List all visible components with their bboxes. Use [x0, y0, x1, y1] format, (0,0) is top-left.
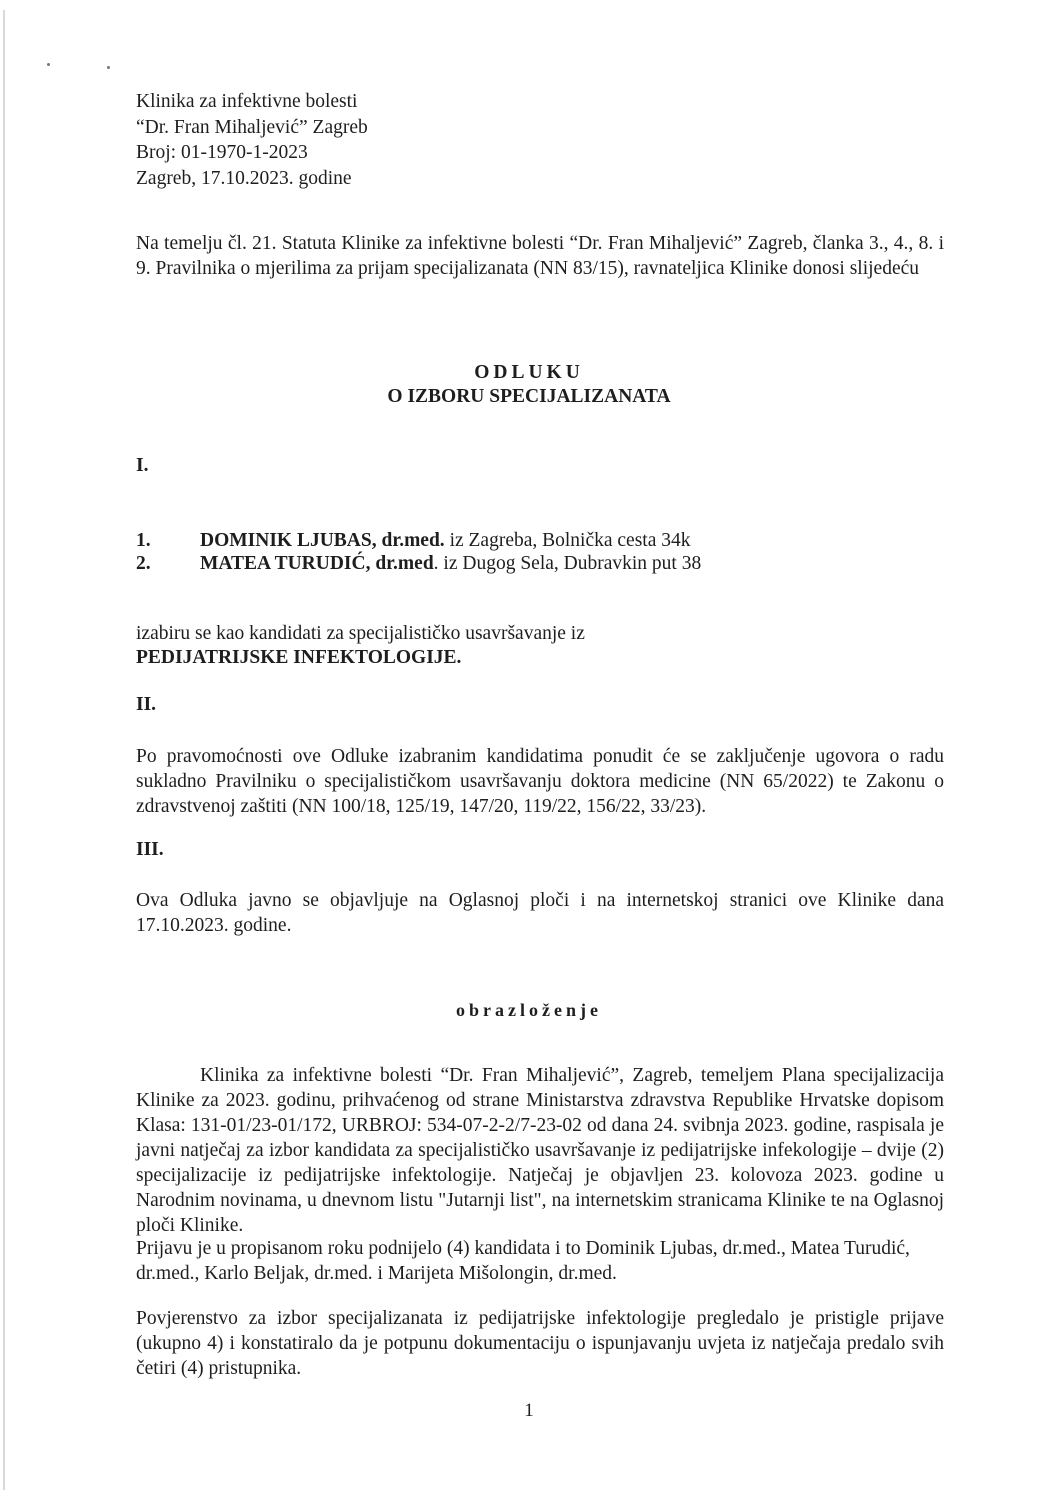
scan-speck: [107, 66, 110, 69]
candidate-address: iz Zagreba, Bolnička cesta 34k: [444, 530, 691, 551]
section-2-text: Po pravomoćnosti ove Odluke izabranim kandidatima ponudit će se zaključenje ugovora o radu sukladno Pravilniku o specijalističkom usavršavanju doktora medicine (NN 65/2022) te Zakonu o zdravstvenoj zaštiti (NN 100/18, 125/19, 147/20, 119/22, 156/22, 33/23).: [136, 746, 944, 817]
reasoning-paragraph-2: Povjerenstvo za izbor specijalizanata iz pedijatrijske infektologije pregledalo je pristigle prijave (ukupno 4) i konstatiralo da je potpunu dokumentaciju o ispunjavanju uvjeta iz natječaja predalo svih četiri (4) pristupnika.: [136, 1308, 944, 1379]
document-date: Zagreb, 17.10.2023. godine: [136, 167, 352, 189]
reasoning-paragraph-1: Klinika za infektivne bolesti “Dr. Fran Mihaljević”, Zagreb, temeljem Plana specijalizacija Klinike za 2023. godinu, prihvaćenog od strane Ministarstva zdravstva Republike Hrvatske dopisom Klasa: 131-01/23-01/172, URBROJ: 534-07-2-2/7-23-02 od dana 24. svibnja 2023. godine, raspisala je javni natječaj za izbor kandidata za specijalističko usavršavanje iz pedijatrijske infekologije – dvije (2) specijalizacije iz pedijatrijske infektologije. Natječaj je objavljen 23. kolovoza 2023. godine u Narodnim novinama, u dnevnom listu "Jutarnji list", na internetskim stranicama Klinike te na Oglasnoj ploči Klinike.: [136, 1065, 944, 1236]
candidate-number: 2.: [136, 553, 151, 574]
section-1-label: I.: [136, 455, 149, 476]
candidate-address: . iz Dugog Sela, Dubravkin put 38: [433, 553, 702, 574]
institution-subname: “Dr. Fran Mihaljević” Zagreb: [136, 116, 368, 138]
scan-edge-line: [3, 10, 5, 1490]
section-3-text: Ova Odluka javno se objavljuje na Oglasnoj ploči i na internetskoj stranici ove Klinike dana 17.10.2023. godine.: [136, 890, 944, 936]
candidate-item: [136, 551, 701, 576]
scan-speck: [47, 63, 50, 66]
candidate-name: MATEA TURUDIĆ, dr.med: [200, 553, 434, 574]
section-2-label: II.: [136, 694, 157, 715]
document-subtitle: O IZBORU SPECIJALIZANATA: [387, 386, 671, 407]
document-header: [136, 89, 368, 191]
reasoning-paragraph-1b: Prijavu je u propisanom roku podnijelo (4) kandidata i to Dominik Ljubas, dr.med., Matea Turudić, dr.med., Karlo Beljak, dr.med. i Marijeta Mišolongin, dr.med.: [136, 1238, 910, 1284]
document-number: Broj: 01-1970-1-2023: [136, 142, 308, 163]
intro-paragraph: Na temelju čl. 21. Statuta Klinike za infektivne bolesti “Dr. Fran Mihaljević” Zagreb, članka 3., 4., 8. i 9. Pravilnika o mjerilima za prijam specijalizanata (NN 83/15), ravnateljica Klinike donosi slijedeću: [136, 233, 944, 279]
candidate-name: DOMINIK LJUBAS, dr.med.: [200, 530, 445, 551]
reasoning-heading: obrazloženje: [456, 1000, 602, 1020]
document-title: ODLUKU: [474, 362, 584, 383]
selection-text: izabiru se kao kandidati za specijalističko usavršavanje iz: [136, 623, 585, 644]
candidate-item: [136, 528, 691, 553]
section-3-label: III.: [136, 839, 164, 860]
candidate-number: 1.: [136, 530, 151, 551]
specialty-name: PEDIJATRIJSKE INFEKTOLOGIJE.: [136, 647, 462, 668]
page-number: 1: [524, 1400, 534, 1421]
institution-name: Klinika za infektivne bolesti: [136, 91, 358, 112]
